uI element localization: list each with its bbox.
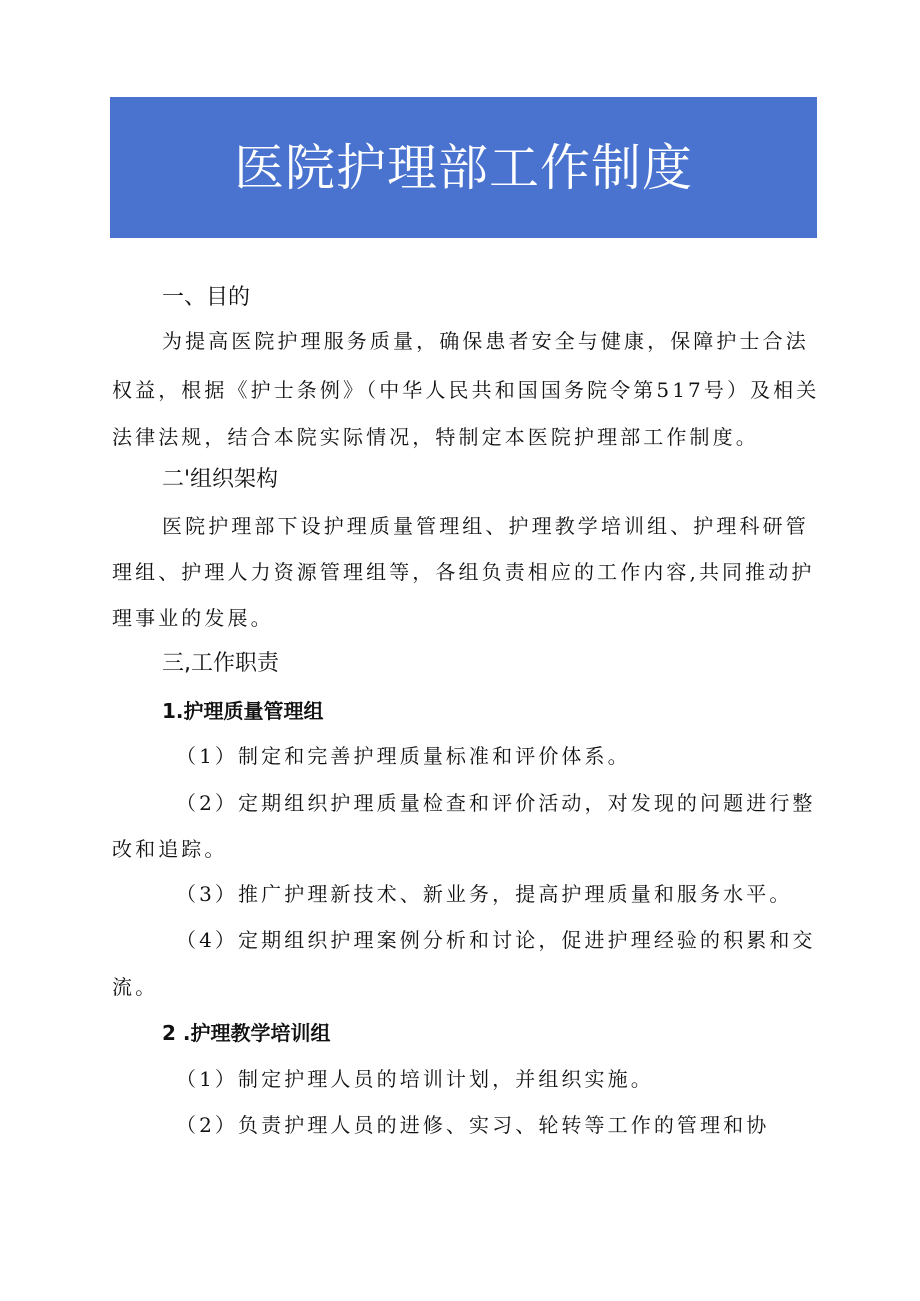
section-heading-organization: 二'组织架构 xyxy=(162,467,279,492)
paragraph-line: 法律法规，结合本院实际情况，特制定本医院护理部工作制度。 xyxy=(112,425,759,449)
list-item: （1）制定护理人员的培训计划，并组织实施。 xyxy=(176,1067,654,1091)
paragraph-line: 理事业的发展。 xyxy=(112,606,274,630)
group-title-training: 2 .护理教学培训组 xyxy=(162,1021,331,1045)
list-item: 流。 xyxy=(112,975,159,999)
title-banner xyxy=(110,97,817,238)
list-item: （4）定期组织护理案例分析和讨论，促进护理经验的积累和交 xyxy=(176,928,816,952)
group-title-quality: 1.护理质量管理组 xyxy=(162,699,324,723)
document-title: 医院护理部工作制度 xyxy=(234,138,693,197)
paragraph-line: 为提高医院护理服务质量，确保患者安全与健康，保障护士合法 xyxy=(162,329,809,353)
list-item: （1）制定和完善护理质量标准和评价体系。 xyxy=(176,744,631,768)
paragraph-line: 权益，根据《护士条例》（中华人民共和国国务院令第517号）及相关 xyxy=(112,378,820,402)
list-item: （3）推广护理新技术、新业务，提高护理质量和服务水平。 xyxy=(176,882,793,906)
paragraph-line: 理组、护理人力资源管理组等，各组负责相应的工作内容,共同推动护 xyxy=(112,560,815,584)
paragraph-line: 医院护理部下设护理质量管理组、护理教学培训组、护理科研管 xyxy=(162,514,809,538)
list-item: （2）负责护理人员的进修、实习、轮转等工作的管理和协 xyxy=(176,1113,770,1137)
list-item: 改和追踪。 xyxy=(112,837,228,861)
section-heading-duties: 三,工作职责 xyxy=(162,651,279,676)
list-item: （2）定期组织护理质量检查和评价活动，对发现的问题进行整 xyxy=(176,791,816,815)
section-heading-purpose: 一、目的 xyxy=(162,285,251,310)
